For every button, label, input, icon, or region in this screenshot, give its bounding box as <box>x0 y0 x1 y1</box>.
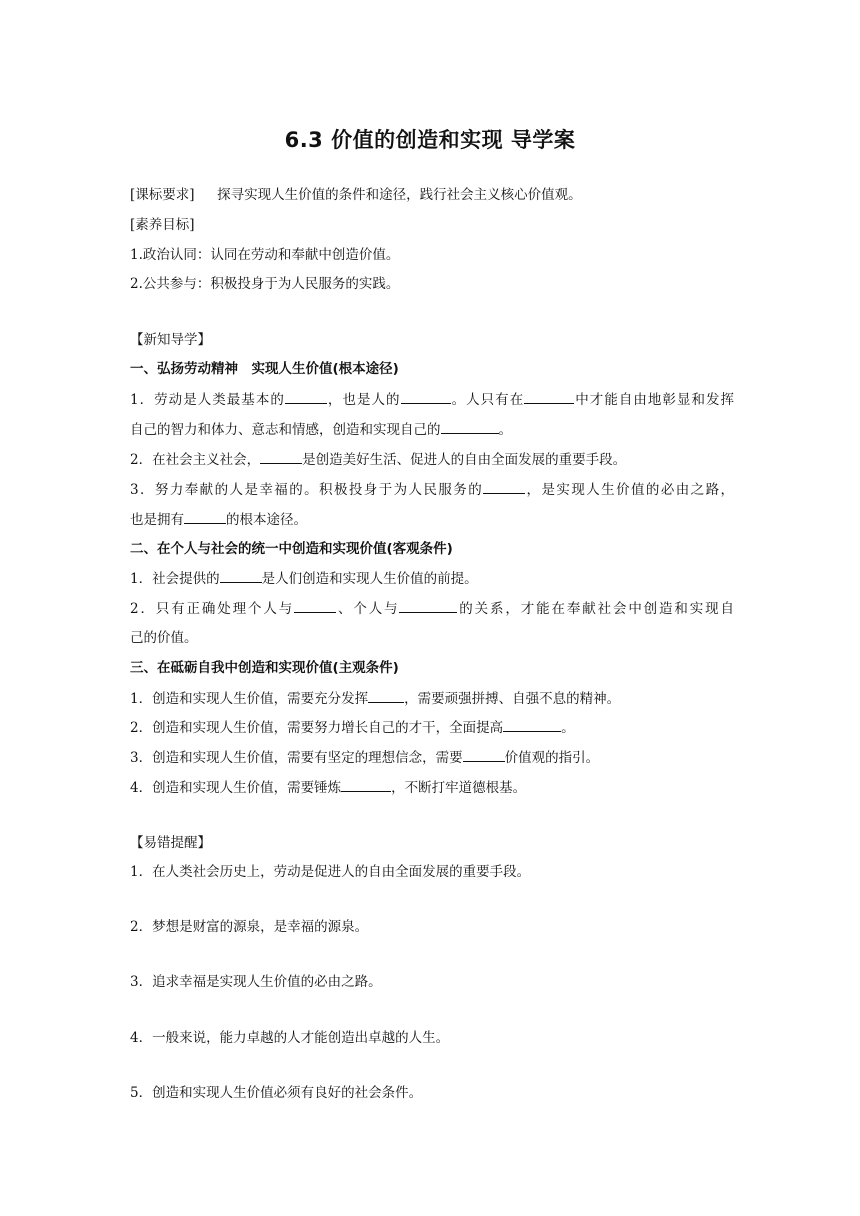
fill-blank[interactable] <box>503 717 561 732</box>
mistake-item-5: 5．创造和实现人生价值必须有良好的社会条件。 <box>130 1085 423 1101</box>
mistake-item-3: 3．追求幸福是实现人生价值的必由之路。 <box>130 974 382 990</box>
text-fragment: 1．创造和实现人生价值，需要充分发挥 <box>130 691 369 707</box>
section1-heading: 一、弘扬劳动精神 实现人生价值(根本途径) <box>130 361 399 377</box>
text-fragment: 自己的智力和体力、意志和情感，创造和实现自己的 <box>130 422 441 438</box>
mistake-item-4: 4．一般来说，能力卓越的人才能创造出卓越的人生。 <box>130 1030 450 1046</box>
text-fragment: 3．创造和实现人生价值，需要有坚定的理想信念，需要 <box>130 750 463 766</box>
text-fragment: 。 <box>498 422 512 438</box>
section3-item3 <box>130 747 734 768</box>
literacy-goal-tag: [素养目标] <box>130 217 195 233</box>
mistakes-heading: 【易错提醒】 <box>130 835 211 851</box>
mistake-item-2: 2．梦想是财富的源泉，是幸福的源泉。 <box>130 919 369 935</box>
section1-item2 <box>130 449 734 470</box>
mistake-item-1: 1．在人类社会历史上，劳动是促进人的自由全面发展的重要手段。 <box>130 864 531 880</box>
section1-item3 <box>130 479 734 500</box>
fill-blank[interactable] <box>260 449 302 464</box>
requirement-tag: [课标要求] <box>130 187 195 203</box>
fill-blank[interactable] <box>285 389 327 404</box>
section3-item2 <box>130 717 734 738</box>
text-fragment: ，需要顽强拼搏、自强不息的精神。 <box>404 691 621 707</box>
text-fragment: 。 <box>561 720 575 736</box>
text-fragment: 2．只有正确处理个人与 <box>130 601 295 617</box>
curriculum-requirement <box>130 185 734 205</box>
fill-blank[interactable] <box>483 479 525 494</box>
text-fragment: 2．在社会主义社会， <box>130 452 261 468</box>
section3-item4 <box>130 777 734 798</box>
section3-item1 <box>130 688 734 709</box>
new-knowledge-heading: 【新知导学】 <box>130 332 211 348</box>
fill-blank[interactable] <box>368 688 404 703</box>
fill-blank[interactable] <box>399 598 457 613</box>
fill-blank[interactable] <box>463 747 505 762</box>
fill-blank[interactable] <box>220 568 262 583</box>
literacy-goal-2: 2.公共参与：积极投身于为人民服务的实践。 <box>130 276 400 292</box>
text-fragment: ，是实现人生价值的必由之路， <box>525 482 735 498</box>
text-fragment: 也是拥有 <box>130 512 184 528</box>
section2-heading: 二、在个人与社会的统一中创造和实现价值(客观条件) <box>130 541 453 557</box>
text-fragment: 2．创造和实现人生价值，需要努力增长自己的才干，全面提高 <box>130 720 504 736</box>
fill-blank[interactable] <box>341 777 391 792</box>
text-fragment: 中才能自由地彰显和发挥 <box>574 392 735 408</box>
text-fragment: 是创造美好生活、促进人的自由全面发展的重要手段。 <box>302 452 627 468</box>
section1-item1 <box>130 389 734 410</box>
text-fragment: ，也是人的 <box>326 392 401 408</box>
fill-blank[interactable] <box>401 389 451 404</box>
section2-item2-cont: 己的价值。 <box>130 630 198 646</box>
fill-blank[interactable] <box>294 598 336 613</box>
text-fragment: 4．创造和实现人生价值，需要锤炼 <box>130 780 342 796</box>
text-fragment: 价值观的指引。 <box>504 750 600 766</box>
page-title: 6.3 价值的创造和实现 导学案 <box>284 128 576 152</box>
text-fragment: ，不断打牢道德根基。 <box>391 780 527 796</box>
text-fragment: 3．努力奉献的人是幸福的。积极投身于为人民服务的 <box>130 482 484 498</box>
literacy-goal-1: 1.政治认同：认同在劳动和奉献中创造价值。 <box>130 247 400 263</box>
fill-blank[interactable] <box>184 509 226 524</box>
section3-heading: 三、在砥砺自我中创造和实现价值(主观条件) <box>130 660 399 676</box>
section2-item1 <box>130 568 734 589</box>
fill-blank[interactable] <box>441 419 499 434</box>
text-fragment: 的根本途径。 <box>226 512 307 528</box>
requirement-text: 探寻实现人生价值的条件和途径，践行社会主义核心价值观。 <box>217 187 582 203</box>
text-fragment: 1．社会提供的 <box>130 571 220 587</box>
text-fragment: 、个人与 <box>336 601 400 617</box>
text-fragment: 1．劳动是人类最基本的 <box>130 392 285 408</box>
section2-item2 <box>130 598 734 619</box>
text-fragment: 。人只有在 <box>450 392 525 408</box>
section1-item3-cont <box>130 509 734 530</box>
text-fragment: 的关系，才能在奉献社会中创造和实现自 <box>457 601 735 617</box>
text-fragment: 是人们创造和实现人生价值的前提。 <box>261 571 478 587</box>
fill-blank[interactable] <box>524 389 574 404</box>
section1-item1-cont <box>130 419 734 440</box>
